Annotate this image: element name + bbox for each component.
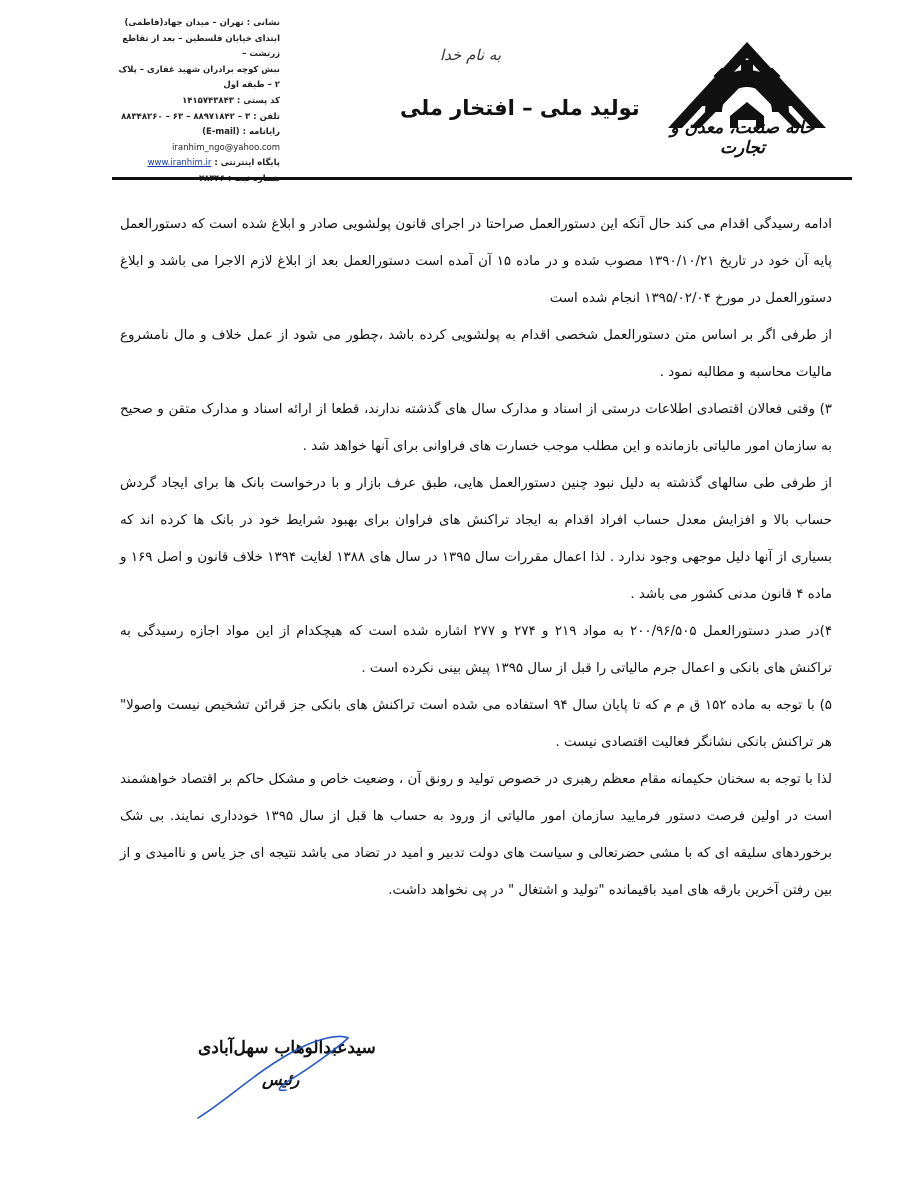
paragraph: از طرفی اگر بر اساس متن دستورالعمل شخصی اقدام به پولشویی کرده باشد ،چطور می شود از عمل خلاف و مال نامشروع مالیات محاسبه و مطالبه نمود .	[120, 328, 832, 380]
website-link[interactable]: www.iranhim.ir	[147, 158, 212, 169]
paragraph: ۳) وقتی فعالان اقتصادی اطلاعات درستی از اسناد و مدارک سال های گذشته ندارند، قطعا از ارائه اسناد و مدارک متقن و صحیح به سازمان امور مالیاتی بازمانده و این مطلب موجب خسارت های فراوانی برای آنها خواهد شد .	[120, 402, 832, 454]
address-line-3: نبش کوچه برادران شهید غفاری – پلاک ۲ – طبقه اول	[118, 64, 280, 91]
paragraph: ۴)در صدر دستورالعمل ۲۰۰/۹۶/۵۰۵ به مواد ۲۱۹ و ۲۷۴ و ۲۷۷ اشاره شده است که هیچکدام از این مواد اجازه رسیدگی به تراکنش های بانکی و اعمال جرم مالیاتی را قبل از سال ۱۳۹۵ پیش بینی نکرده است .	[120, 624, 833, 676]
header-divider	[112, 177, 852, 180]
signatory-title: رئیس	[262, 1070, 300, 1089]
address-line-1: نشانی : تهران – میدان جهاد(فاطمی)	[124, 18, 280, 28]
postal-code: کد پستی : ۱۴۱۵۷۴۳۸۴۳	[182, 95, 280, 106]
website-label: پایگاه اینترنتی :	[214, 158, 280, 169]
paragraph: از طرفی طی سالهای گذشته به دلیل نبود چنین دستورالعمل هایی، طبق عرف بازار و با درخواست بانک ها برای ایجاد گردش حساب بالا و افزایش معدل حساب افراد اقدام به ایجاد تراکنش های فراوان برای بهبود شرایط خود در بانک ها کرده اند که بسیاری از آنها دلیل موجهی وجود ندارد . لذا اعمال مقررات سال ۱۳۹۵ در سال های ۱۳۸۸ لغایت ۱۳۹۴ خلاف قانون و اصل ۱۶۹ و ماده ۴ قانون مدنی کشور می باشد .	[120, 476, 832, 602]
address-line-2: ابتدای خیابان فلسطین – بعد از تقاطع زرتشت –	[122, 33, 280, 60]
email-label: رایانامه : (E-mail)	[202, 127, 280, 138]
organization-name: خانه صنعت، معدن و تجارت	[670, 118, 815, 158]
email-address[interactable]: iranhim_ngo@yahoo.com	[172, 142, 280, 153]
letter-body	[120, 206, 832, 909]
signatory-name: سیدعبدالوهاب سهل‌آبادی	[198, 1038, 376, 1058]
email-row	[112, 125, 280, 156]
website-row	[112, 156, 280, 172]
paragraph: ۵) با توجه به ماده ۱۵۲ ق م م که تا پایان سال ۹۴ استفاده می شده است تراکنش های بانکی جز قرائن تشخیص نیست واصولا" هر تراکنش بانکی نشانگر فعالیت اقتصادی نیست .	[120, 698, 832, 750]
slogan-heading: تولید ملی – افتخار ملی	[400, 96, 640, 120]
paragraph: لذا با توجه به سخنان حکیمانه مقام معظم رهبری در خصوص تولید و رونق آن ، وضعیت خاص و مشکل حاکم بر اقتصاد خواهشمند است در اولین فرصت دستور فرمایید سازمان امور مالیاتی از ورود به حساب ها قبل از سال ۱۳۹۵ خودداری نمایند. بی شک برخوردهای سلیقه ای که با مشی حضرتعالی و سیاست های دولت تدبیر و امید در تضاد می باشد نتیجه ای جز یاس و ناامیدی و از بین رفتن آخرین بارقه های امید باقیمانده "تولید و اشتغال " در پی نخواهد داشت.	[120, 772, 832, 898]
bismillah-heading: به نام خدا	[440, 46, 502, 64]
contact-block	[112, 16, 280, 188]
signature-stroke	[190, 1028, 390, 1123]
phone-numbers: تلفن : ۳ – ۸۸۹۷۱۸۴۲ – ۶۳ – ۸۸۳۴۸۲۶۰	[121, 111, 280, 122]
paragraph: ادامه رسیدگی اقدام می کند حال آنکه این دستورالعمل صراحتا در اجرای قانون پولشویی صادر و ابلاغ شده است که دستورالعمل پایه آن خود در تاریخ ۱۳۹۰/۱۰/۲۱ مصوب شده و در ماده ۱۵ آن آمده است دستورالعمل بعد از ابلاغ لازم الاجرا می باشد و ابلاغ دستورالعمل در مورخ ۱۳۹۵/۰۲/۰۴ انجام شده است	[120, 217, 832, 306]
